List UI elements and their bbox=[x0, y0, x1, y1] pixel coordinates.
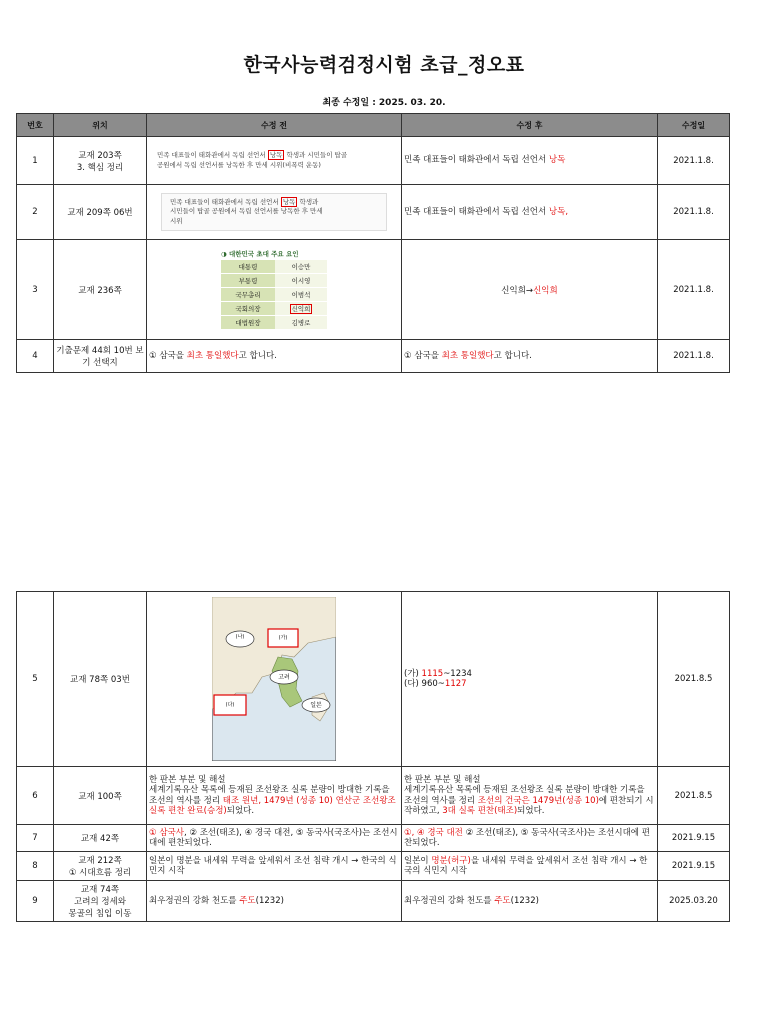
corrected-text: ①, ④ 경국 대전 bbox=[404, 827, 463, 838]
textbook-excerpt-image: 민족 대표들이 태화관에서 독립 선언서 낭독 학생과 시민들이 탑골 공원에서 독립 선언서를 낭독한 후 만세 시위(비폭력 운동) bbox=[149, 147, 399, 174]
row-after bbox=[402, 340, 658, 373]
text-run: 민족 대표들이 태화관에서 독립 선언서 bbox=[404, 155, 549, 166]
row-before-image bbox=[147, 240, 402, 340]
text-run: (가) bbox=[404, 668, 422, 679]
row-location bbox=[54, 137, 147, 185]
row-location: 교재 74쪽 고려의 정세와 몽골의 침입 이동 bbox=[54, 881, 147, 922]
corrected-text: 신익희 bbox=[533, 285, 558, 296]
row-number: 3 bbox=[17, 240, 54, 340]
row-after bbox=[402, 240, 658, 340]
text-line bbox=[404, 679, 655, 689]
row-after bbox=[402, 852, 658, 881]
text-line bbox=[404, 785, 655, 816]
row-before bbox=[147, 852, 402, 881]
text-run: 고 합니다. bbox=[238, 350, 277, 361]
row-after bbox=[402, 881, 658, 922]
text-run: 민족 대표들이 태화관에서 독립 선언서 bbox=[404, 206, 549, 217]
corrected-text: 최초 통일했다 bbox=[441, 350, 494, 361]
text-line bbox=[404, 775, 655, 785]
table-row bbox=[17, 767, 730, 825]
text-run: 에 편찬되기 시작하였고, bbox=[404, 795, 654, 816]
row-before-image bbox=[147, 185, 402, 240]
map-image bbox=[149, 597, 399, 761]
row-date: 2021.1.8. bbox=[658, 240, 730, 340]
row-number: 6 bbox=[17, 767, 54, 825]
text-run: ① 삼국을 bbox=[404, 350, 442, 361]
row-before-image bbox=[147, 137, 402, 185]
text-run: 최우정권의 강화 천도를 bbox=[404, 895, 495, 906]
text-run: (1232) bbox=[510, 895, 539, 906]
row-date: 2021.9.15 bbox=[658, 825, 730, 852]
table-header-row bbox=[17, 114, 730, 137]
row-location: 교재 209쪽 06번 bbox=[54, 185, 147, 240]
text-run: 신익희→ bbox=[501, 285, 534, 296]
text-run: 세계기록유산 목록에 등재된 조선왕조 실록 분량이 방대한 기록을 조선의 역사를 정리 bbox=[404, 785, 645, 806]
location-text: 교재 203쪽 3. 핵심 정리 bbox=[76, 150, 124, 173]
corrected-text: 1127 bbox=[444, 679, 467, 689]
row-after bbox=[402, 137, 658, 185]
map-label-ga: (가) bbox=[278, 635, 288, 641]
row-date: 2021.1.8. bbox=[658, 185, 730, 240]
row-location: 기출문제 44회 10번 보기 선택지 bbox=[54, 340, 147, 373]
row-number: 1 bbox=[17, 137, 54, 185]
header-location: 위치 bbox=[54, 114, 147, 137]
row-before-image bbox=[147, 592, 402, 767]
table-row bbox=[17, 825, 730, 852]
row-date: 2021.9.15 bbox=[658, 852, 730, 881]
text-run: ~1234 bbox=[443, 668, 472, 679]
map-label-na: (나) bbox=[235, 634, 245, 640]
table-row bbox=[17, 592, 730, 767]
table-row bbox=[17, 881, 730, 922]
text-line bbox=[149, 785, 399, 816]
text-run: 일본이 명분을 내세워 무력을 앞세워서 조선 침략 개시 → 한국의 식민지 시작 bbox=[149, 855, 397, 876]
row-after bbox=[402, 592, 658, 767]
text-run: 되었다. bbox=[517, 805, 545, 816]
table-row bbox=[17, 340, 730, 373]
row-date: 2021.1.8. bbox=[658, 340, 730, 373]
header-date: 수정일 bbox=[658, 114, 730, 137]
text-run: ② 조선(태조), ⑤ 동국사(국조사)는 조선시대에 편찬되었다. bbox=[404, 827, 650, 848]
text-run: 고 합니다. bbox=[493, 350, 532, 361]
row-location: 교재 236쪽 bbox=[54, 240, 147, 340]
corrected-text: 낭독, bbox=[548, 206, 569, 217]
textbook-excerpt-image: 민족 대표들이 태화관에서 독립 선언서 낭독 학생과 시민들이 탑골 공원에서 독립 선언서를 낭독한 후 만세 시위 bbox=[161, 193, 387, 231]
corrected-text: 태조 원년, 1479년 (성종 10) 연산군 조선왕조 실록 편찬 완료(승정) bbox=[149, 795, 396, 816]
table-row bbox=[17, 137, 730, 185]
row-before bbox=[147, 767, 402, 825]
corrected-text: 명분(허구) bbox=[431, 855, 471, 866]
row-location: 교재 212쪽 ① 시대흐름 정리 bbox=[54, 852, 147, 881]
text-run: 한 판본 부분 및 해설 bbox=[404, 775, 481, 786]
text-run: 한 판본 부분 및 해설 bbox=[149, 775, 226, 786]
row-date: 2021.8.5 bbox=[658, 592, 730, 767]
row-number: 4 bbox=[17, 340, 54, 373]
corrected-text: 주도 bbox=[239, 895, 256, 906]
row-number: 9 bbox=[17, 881, 54, 922]
header-number: 번호 bbox=[17, 114, 54, 137]
text-run: 일본이 bbox=[404, 855, 432, 866]
header-after: 수정 후 bbox=[402, 114, 658, 137]
corrected-text: ① 삼국사 bbox=[149, 827, 184, 838]
errata-table-continued bbox=[16, 591, 730, 922]
map-label-japan: 일본 bbox=[310, 702, 322, 709]
errata-table bbox=[16, 113, 730, 373]
corrected-text: 3대 실록 편찬(태조) bbox=[442, 805, 518, 816]
row-after bbox=[402, 825, 658, 852]
text-run: ① 삼국을 bbox=[149, 350, 187, 361]
table-row bbox=[17, 185, 730, 240]
text-run: , ② 조선(태조), ④ 경국 대전, ⑤ 동국사(국조사)는 조선시대에 편찬되었다. bbox=[149, 827, 398, 848]
text-line bbox=[149, 775, 399, 785]
row-before bbox=[147, 881, 402, 922]
row-number: 5 bbox=[17, 592, 54, 767]
row-date: 2021.8.5 bbox=[658, 767, 730, 825]
page-title: 한국사능력검정시험 초급_정오표 bbox=[243, 54, 525, 76]
text-line bbox=[404, 669, 655, 679]
row-number: 2 bbox=[17, 185, 54, 240]
last-updated: 최종 수정일 : 2025. 03. 20. bbox=[322, 98, 446, 108]
row-after bbox=[402, 767, 658, 825]
text-run: 세계기록유산 목록에 등재된 조선왕조 실록 분량이 방대한 기록을 조선의 역사를 정리 bbox=[149, 785, 390, 806]
table-row bbox=[17, 240, 730, 340]
row-date: 2025.03.20 bbox=[658, 881, 730, 922]
map-label-da: (다) bbox=[225, 702, 235, 708]
row-location: 교재 78쪽 03번 bbox=[54, 592, 147, 767]
corrected-text: 조선의 건국은 1479년(성종 10) bbox=[477, 795, 599, 806]
east-asia-map bbox=[212, 597, 336, 761]
corrected-text: 주도 bbox=[494, 895, 511, 906]
text-run: (1232) bbox=[255, 895, 284, 906]
row-number: 8 bbox=[17, 852, 54, 881]
header-before: 수정 전 bbox=[147, 114, 402, 137]
row-date: 2021.1.8. bbox=[658, 137, 730, 185]
corrected-text: 최초 통일했다 bbox=[186, 350, 239, 361]
officials-table: 대통령 이승만 부통령 이시영 국무총리 이범석 국회의장 신익희 대법원장 김병로 bbox=[221, 260, 327, 330]
row-location: 교재 42쪽 bbox=[54, 825, 147, 852]
row-before bbox=[147, 825, 402, 852]
text-run: 최우정권의 강화 천도를 bbox=[149, 895, 240, 906]
officials-table-image bbox=[149, 249, 399, 330]
row-before bbox=[147, 340, 402, 373]
table-row bbox=[17, 852, 730, 881]
text-run: 을 내세워 무력을 앞세워서 조선 침략 개시 → 한국의 식민지 시작 bbox=[404, 855, 648, 876]
row-location: 교재 100쪽 bbox=[54, 767, 147, 825]
corrected-text: 1115 bbox=[421, 668, 444, 679]
row-after bbox=[402, 185, 658, 240]
text-run: 되었다. bbox=[226, 805, 255, 816]
map-label-goryeo: 고려 bbox=[278, 674, 290, 681]
officials-table-title: ◑ 대한민국 초대 주요 요인 bbox=[221, 250, 299, 258]
corrected-text: 낭독 bbox=[548, 155, 566, 166]
text-run: (다) 960~ bbox=[404, 679, 445, 689]
row-number: 7 bbox=[17, 825, 54, 852]
